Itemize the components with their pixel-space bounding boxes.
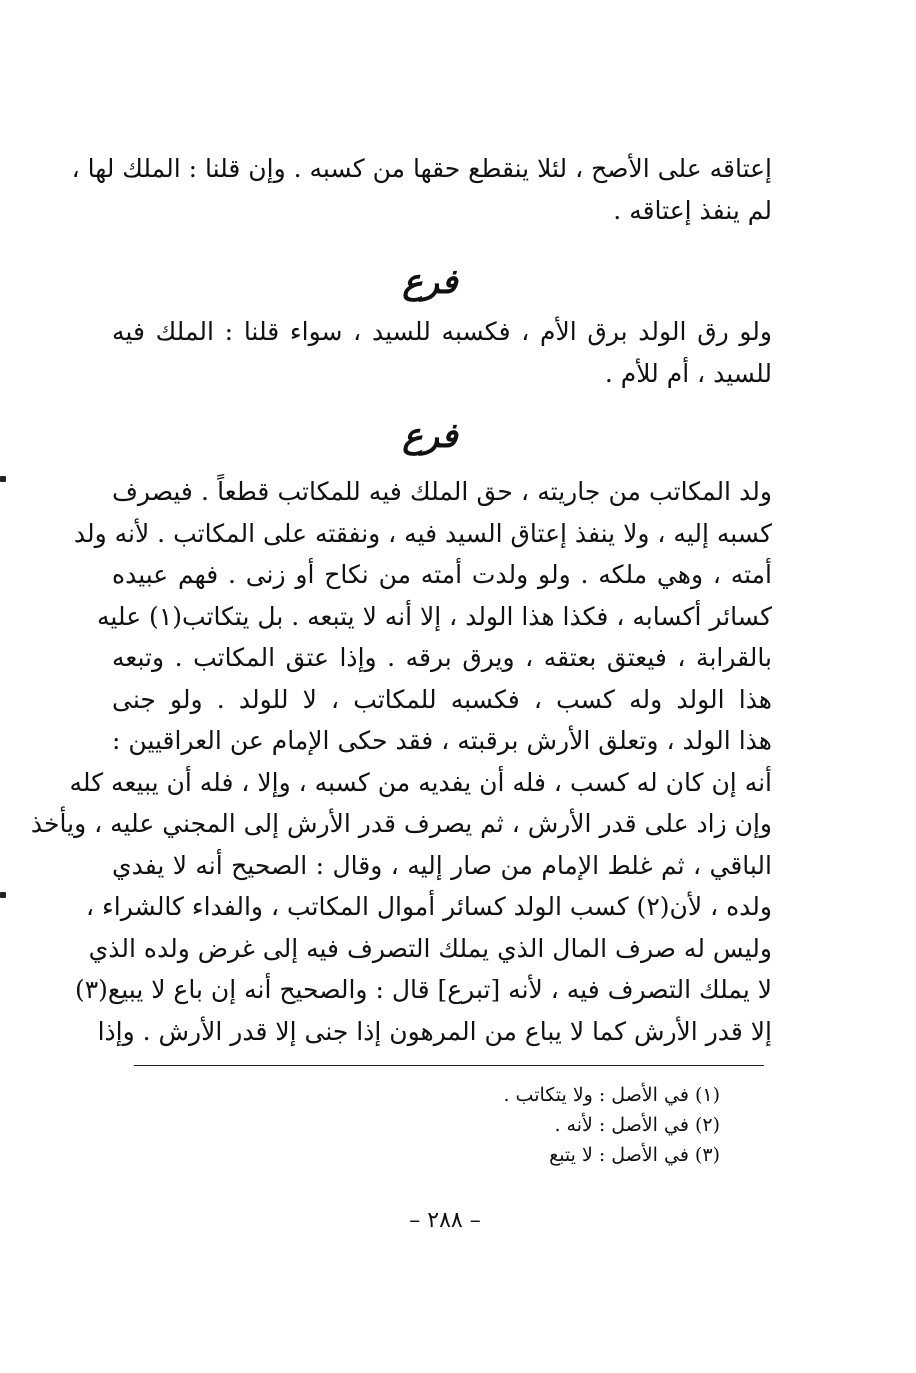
text-line: وليس له صرف المال الذي يملك التصرف فيه إلى غرض ولده الذي bbox=[88, 933, 772, 963]
text-line: ولده ، لأن(٢) كسب الولد كسائر أموال المكاتب ، والفداء كالشراء ، bbox=[86, 892, 772, 921]
paragraph-far-1 bbox=[112, 311, 772, 394]
footnotes bbox=[420, 1080, 720, 1170]
text-line: الباقي ، ثم غلط الإمام من صار إليه ، وقال : الصحيح أنه لا يفدي bbox=[112, 850, 772, 880]
section-heading: فرع bbox=[402, 416, 458, 456]
text-line: وإن زاد على قدر الأرش ، ثم يصرف قدر الأرش إلى المجني عليه ، ويأخذ bbox=[30, 809, 772, 838]
text-line: بالقرابة ، فيعتق بعتقه ، ويرق برقه . وإذا عتق المكاتب . وتبعه bbox=[112, 643, 772, 672]
footnote: (١) في الأصل : ولا يتكاتب . bbox=[503, 1084, 720, 1106]
text-line: لم ينفذ إعتاقه . bbox=[613, 195, 772, 225]
page-number: – ٢٨٨ – bbox=[409, 1208, 481, 1233]
text-line: للسيد ، أم للأم . bbox=[604, 358, 772, 388]
text-line: ولد المكاتب من جاريته ، حق الملك فيه للمكاتب قطعاً . فيصرف bbox=[112, 477, 772, 506]
text-line: كسائر أكسابه ، فكذا هذا الولد ، إلا أنه لا يتبعه . بل يتكاتب(١) عليه bbox=[96, 601, 772, 631]
footnote-divider bbox=[134, 1065, 764, 1066]
text-line: لا يملك التصرف فيه ، لأنه [تبرع] قال : والصحيح أنه إن باع لا يبيع(٣) bbox=[74, 975, 772, 1004]
paragraph-continuation bbox=[71, 148, 772, 231]
text-line: إلا قدر الأرش كما لا يباع من المرهون إذا جنى إلا قدر الأرش . وإذا bbox=[97, 1016, 772, 1046]
footnote: (٣) في الأصل : لا يتبع bbox=[549, 1144, 720, 1166]
text-line: أمته ، وهي ملكه . ولو ولدت أمته من نكاح أو زنى . فهم عبيده bbox=[112, 560, 772, 589]
scan-margin-mark bbox=[0, 892, 6, 898]
text-line: كسبه إليه ، ولا ينفذ إعتاق السيد فيه ، ونفقته على المكاتب . لأنه ولد bbox=[73, 518, 772, 548]
text-line: هذا الولد وله كسب ، فكسبه للمكاتب ، لا للولد . ولو جنى bbox=[112, 684, 772, 714]
scan-margin-mark bbox=[0, 476, 6, 482]
text-line: هذا الولد ، وتعلق الأرش برقبته ، فقد حكى الإمام عن العراقيين : bbox=[112, 726, 772, 755]
text-line: أنه إن كان له كسب ، فله أن يفديه من كسبه ، وإلا ، فله أن يبيعه كله bbox=[69, 767, 772, 797]
section-heading: فرع bbox=[402, 262, 458, 302]
footnote: (٢) في الأصل : لأنه . bbox=[554, 1114, 720, 1136]
paragraph-far-2 bbox=[30, 471, 772, 1052]
text-line: إعتاقه على الأصح ، لئلا ينقطع حقها من كسبه . وإن قلنا : الملك لها ، bbox=[71, 154, 772, 183]
text-line: ولو رق الولد برق الأم ، فكسبه للسيد ، سواء قلنا : الملك فيه bbox=[112, 317, 772, 346]
